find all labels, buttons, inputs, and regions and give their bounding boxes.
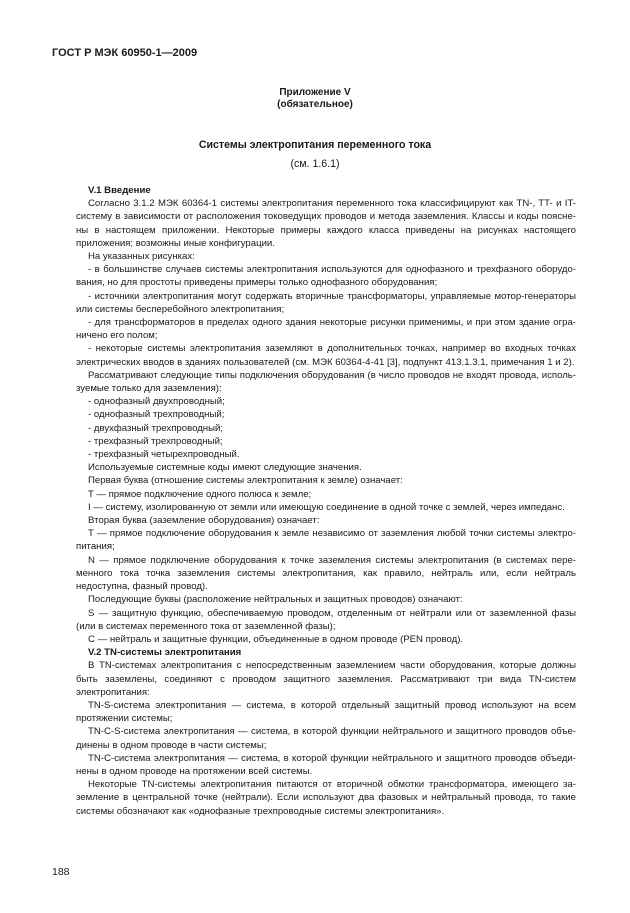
paragraph: Рассматривают следующие типы подключения оборудования (в число проводов не входят провода, используемые только для заземления):: [76, 369, 576, 395]
document-body: [76, 184, 576, 818]
paragraph: TN-S-система электропитания — система, в которой отдельный защитный провод используют на всем протяжении системы;: [76, 699, 576, 725]
page-number: 188: [52, 866, 70, 878]
definition-item: C — нейтраль и защитные функции, объединенные в одном проводе (PEN провод).: [88, 633, 464, 645]
list-item: - трехфазный четырехпроводный.: [88, 449, 240, 461]
definition-item: T — прямое подключение одного полюса к земле;: [88, 488, 312, 500]
definition-item: T — прямое подключение оборудования к земле независимо от заземления любой точки системы электропитания;: [76, 528, 576, 553]
paragraph: Первая буква (отношение системы электропитания к земле) означает:: [88, 475, 403, 487]
list-item: - однофазный двухпроводный;: [88, 396, 225, 408]
paragraph: Последующие буквы (расположение нейтральных и защитных проводов) означают:: [88, 594, 463, 606]
annex-status: (обязательное): [277, 99, 353, 110]
list-item: - в большинстве случаев системы электропитания используются для однофазного и трехфазного оборудования, но для простоты приведены примеры только однофазного оборудования;: [76, 264, 576, 289]
list-item: - трехфазный трехпроводный;: [88, 435, 223, 447]
paragraph: В TN-системах электропитания с непосредственным заземлением части оборудования, которые должны быть заземлены, соединяют с проводом защитного заземления. Рассматривают три вида TN-систем электропитания:: [76, 660, 576, 698]
list-item: - некоторые системы электропитания заземляют в дополнительных точках, например во входных точках электрических вводов в зданиях пользователей (см. МЭК 60364-4-41 [3], подпункт 413.1.3.1, примечания 1 и 2).: [76, 343, 576, 368]
paragraph: Некоторые TN-системы электропитания питаются от вторичной обмотки трансформатора, имеющего заземление в центральной точке (нейтрали). Если используют два фазовых и нейтральный провода, то такие системы обозначают как «однофазные трехпроводные системы электропитания».: [76, 779, 576, 817]
list-item: - источники электропитания могут содержать вторичные трансформаторы, управляемые мотор-генераторы или системы бесперебойного электропитания;: [76, 290, 576, 315]
definition-item: S — защитную функцию, обеспечиваемую проводом, отделенным от нейтрали или от заземленной фазы (или в системах переменного тока от заземленной фазы);: [76, 607, 576, 632]
section-title: Системы электропитания переменного тока: [198, 139, 432, 151]
document-code: ГОСТ Р МЭК 60950-1—2009: [52, 47, 198, 59]
annex-title: Приложение V: [279, 87, 351, 98]
paragraph: TN-C-система электропитания — система, в которой функции нейтрального и защитного проводов объединены в одном проводе на протяжении всей системы.: [76, 752, 576, 777]
subsection-heading: V.1 Введение: [88, 185, 151, 196]
definition-item: I — систему, изолированную от земли или имеющую соединение в одной точке с землей, через импеданс.: [88, 501, 565, 513]
definition-item: N — прямое подключение оборудования к точке заземления системы электропитания (в системах переменного тока точка заземления системы электропитания, как правило, нейтраль или, если нейтраль недоступна, фазный провод).: [76, 554, 576, 593]
paragraph: Согласно 3.1.2 МЭК 60364-1 системы электропитания переменного тока классифицируют как TN-, TT- и IT-систему в зависимости от расположения токоведущих проводов и метода заземления. Классы и коды пояснены в настоящем приложении. Некоторые примеры каждого класса приведены на рисунках настоящего приложения; возможны иные конфигурации.: [76, 198, 576, 249]
list-item: - двухфазный трехпроводный;: [88, 422, 224, 434]
list-item: - однофазный трехпроводный;: [88, 409, 225, 421]
paragraph: На указанных рисунках:: [88, 251, 195, 263]
section-reference: (см. 1.6.1): [290, 158, 340, 170]
subsection-heading: V.2 TN-системы электропитания: [88, 647, 242, 659]
paragraph: TN-C-S-система электропитания — система, в которой функции нейтрального и защитного проводов объединены в одном проводе в части системы;: [76, 726, 576, 751]
list-item: - для трансформаторов в пределах одного здания некоторые рисунки применимы, и при этом здание ограничено его полом;: [76, 317, 576, 342]
paragraph: Используемые системные коды имеют следующие значения.: [88, 462, 362, 474]
paragraph: Вторая буква (заземление оборудования) означает:: [88, 515, 320, 527]
